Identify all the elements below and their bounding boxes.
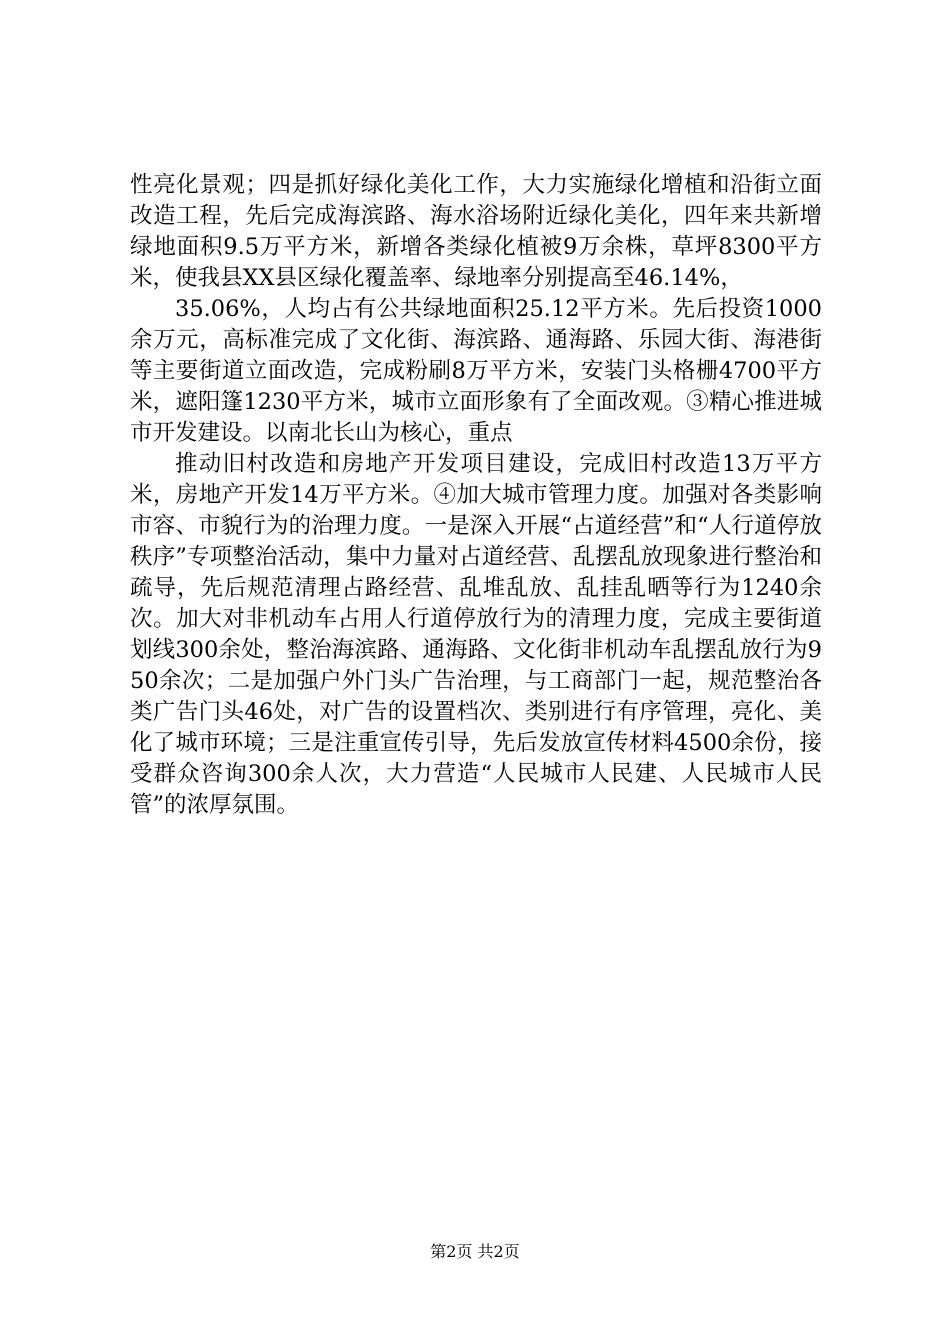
paragraph-3: 推动旧村改造和房地产开发项目建设，完成旧村改造13万平方米，房地产开发14万平方米。④加大城市管理力度。加强对各类影响市容、市貌行为的治理力度。一是深入开展“占道经营”和“人行道停放秩序”专项整治活动，集中力量对占道经营、乱摆乱放现象进行整治和疏导，先后规范清理占路经营、乱堆乱放、乱挂乱晒等行为1240余次。加大对非机动车占用人行道停放行为的清理力度，完成主要街道划线300余处，整治海滨路、通海路、文化街非机动车乱摆乱放行为950余次；二是加强户外门头广告治理，与工商部门一起，规范整治各类广告门头46处，对广告的设置档次、类别进行有序管理，亮化、美化了城市环境；三是注重宣传引导，先后发放宣传材料4500余份，接受群众咨询300余人次，大力营造“人民城市人民建、人民城市人民管”的浓厚氛围。	[130, 451, 822, 818]
document-body	[130, 170, 822, 821]
page-footer: 第2页 共2页	[430, 1242, 520, 1261]
paragraph-2: 35.06%，人均占有公共绿地面积25.12平方米。先后投资1000余万元，高标准完成了文化街、海滨路、通海路、乐园大街、海港街等主要街道立面改造，完成粉刷8万平方米，安装门头格栅4700平方米，遮阳篷1230平方米，城市立面形象有了全面改观。③精心推进城市开发建设。以南北长山为核心，重点	[130, 296, 822, 446]
paragraph-1: 性亮化景观；四是抓好绿化美化工作，大力实施绿化增植和沿街立面改造工程，先后完成海滨路、海水浴场附近绿化美化，四年来共新增绿地面积9.5万平方米，新增各类绿化植被9万余株，草坪8300平方米，使我县XX县区绿化覆盖率、绿地率分别提高至46.14%，	[130, 172, 822, 291]
